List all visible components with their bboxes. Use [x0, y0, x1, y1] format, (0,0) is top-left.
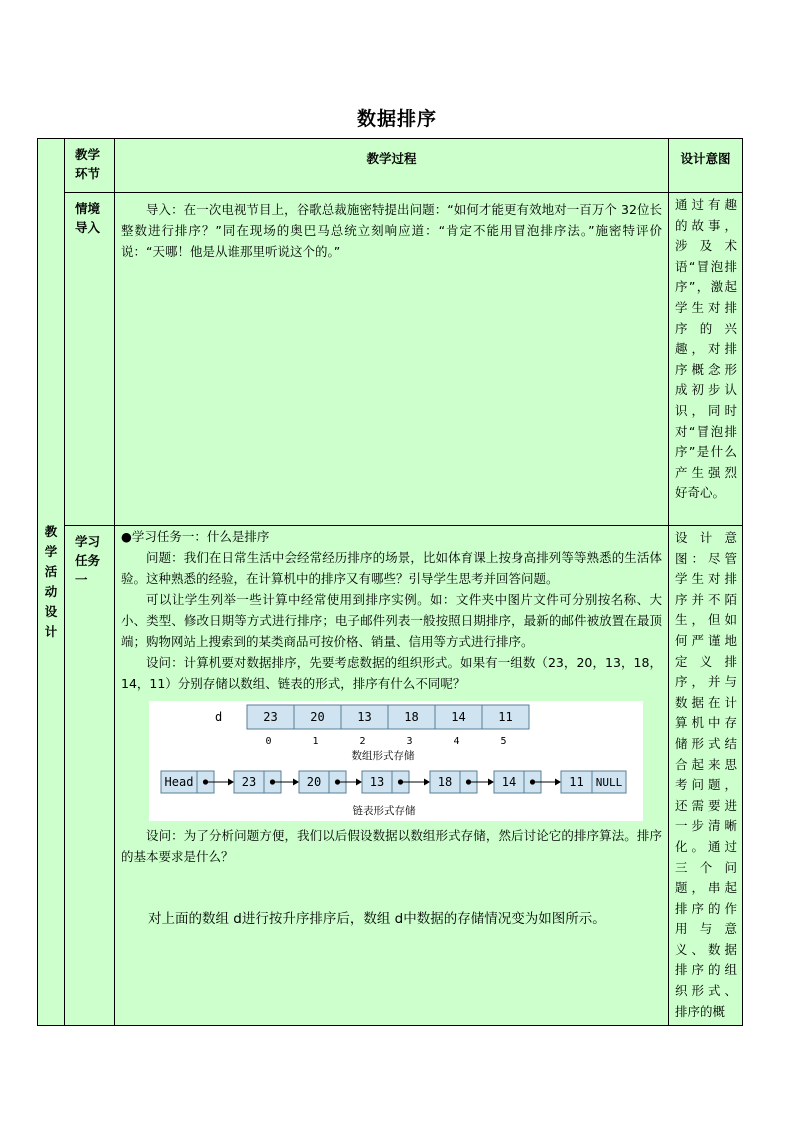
side-label-char: 动	[44, 584, 58, 599]
header-stage: 教学 环节	[65, 139, 115, 193]
task-sorted-text: 对上面的数组 d进行按升序排序后，数组 d中数据的存储情况变为如图所示。	[148, 911, 606, 927]
array-value: 18	[404, 710, 419, 724]
list-arrow-head	[555, 779, 561, 786]
list-value: 18	[437, 775, 453, 789]
list-caption: 链表形式存储	[352, 805, 416, 817]
list-arrow-head	[424, 779, 430, 786]
header-row	[38, 139, 743, 193]
array-value: 11	[498, 710, 513, 724]
side-label-char: 教	[44, 524, 58, 539]
intent-intro: 通过有趣的故事，涉及术语“冒泡排序”，激起学生对排序的兴趣，对排序概念形成初步认识，同时对“冒泡排序”是什么产生强烈好奇心。	[669, 193, 743, 526]
header-process: 教学过程	[115, 139, 669, 193]
stage-intro: 情境 导入	[65, 193, 115, 526]
array-value: 23	[263, 710, 278, 724]
side-label-char: 活	[44, 564, 58, 579]
list-arrow-head	[228, 779, 234, 786]
array-index: 1	[312, 736, 319, 747]
side-label	[38, 139, 65, 1026]
task-sort-question: 设问：为了分析问题方便，我们以后假设数据以数组形式存储，然后讨论它的排序算法。排序的基本要求是什么？	[121, 828, 662, 864]
array-name: d	[215, 710, 223, 724]
array-index: 3	[406, 736, 413, 747]
header-intent: 设计意图	[669, 139, 743, 193]
task-question: 问题：我们在日常生活中会经常经历排序的场景，比如体育课上按身高排列等等熟悉的生活体验。这种熟悉的经验，在计算机中的排序又有哪些？引导学生思考并回答问题。	[121, 550, 662, 586]
row-task1	[38, 526, 743, 1026]
process-intro	[115, 193, 669, 526]
list-arrow-head	[488, 779, 494, 786]
page-title: 数据排序	[356, 108, 437, 130]
row-intro	[38, 193, 743, 526]
side-label-char: 学	[44, 544, 58, 559]
side-label-char: 计	[44, 624, 58, 639]
list-value: 23	[241, 775, 257, 789]
task-storage-question: 设问：计算机要对数据排序，先要考虑数据的组织形式。如果有一组数（23，20，13，18，14，11）分别存储以数组、链表的形式，排序有什么不同呢？	[121, 655, 662, 691]
array-value: 13	[357, 710, 372, 724]
array-value: 20	[310, 710, 325, 724]
list-arrow-head	[293, 779, 299, 786]
task-examples: 可以让学生列举一些计算中经常使用到排序实例。如：文件夹中图片文件可分别按名称、大小、类型、修改日期等方式进行排序；电子邮件列表一般按照日期排序，最新的邮件被放置在最顶端；购物网站上搜索到的某类商品可按价格、销量、信用等方式进行排序。	[121, 592, 662, 649]
list-arrow-head	[356, 779, 362, 786]
intro-text: 导入：在一次电视节目上，谷歌总裁施密特提出问题：“如何才能更有效地对一百万个 32位长整数进行排序？”同在现场的奥巴马总统立刻响应道：“肯定不能用冒泡排序法。”施密特评价说：“天哪！他是从谁那里听说这个的。”	[121, 202, 662, 259]
list-head-label: Head	[164, 775, 194, 789]
array-value: 14	[451, 710, 466, 724]
lesson-table	[37, 138, 743, 1026]
array-index: 2	[359, 736, 366, 747]
array-index: 4	[453, 736, 460, 747]
side-label-char: 设	[44, 604, 58, 619]
list-value: 11	[569, 775, 584, 789]
array-index: 0	[265, 736, 272, 747]
array-index: 5	[500, 736, 507, 747]
array-caption: 数组形式存储	[351, 750, 415, 762]
stage-task1: 学习 任务 一	[65, 526, 115, 1026]
process-task1	[115, 526, 669, 1026]
list-value: 14	[501, 775, 517, 789]
list-value: 20	[306, 775, 322, 789]
intent-task1: 设计意图：尽管学生对排序并不陌生，但如何严谨地定义排序，并与数据在计算机中存储形式结合起来思考问题，还需要进一步清晰化。通过三个问题，串起排序的作用与意义、数据排序的组织形式、排序的概	[669, 526, 743, 1026]
list-value: 13	[369, 775, 385, 789]
storage-diagram-svg	[149, 701, 643, 821]
storage-diagram	[149, 701, 643, 821]
task-title: ●学习任务一：什么是排序	[121, 529, 270, 544]
list-null-label: NULL	[595, 776, 623, 789]
